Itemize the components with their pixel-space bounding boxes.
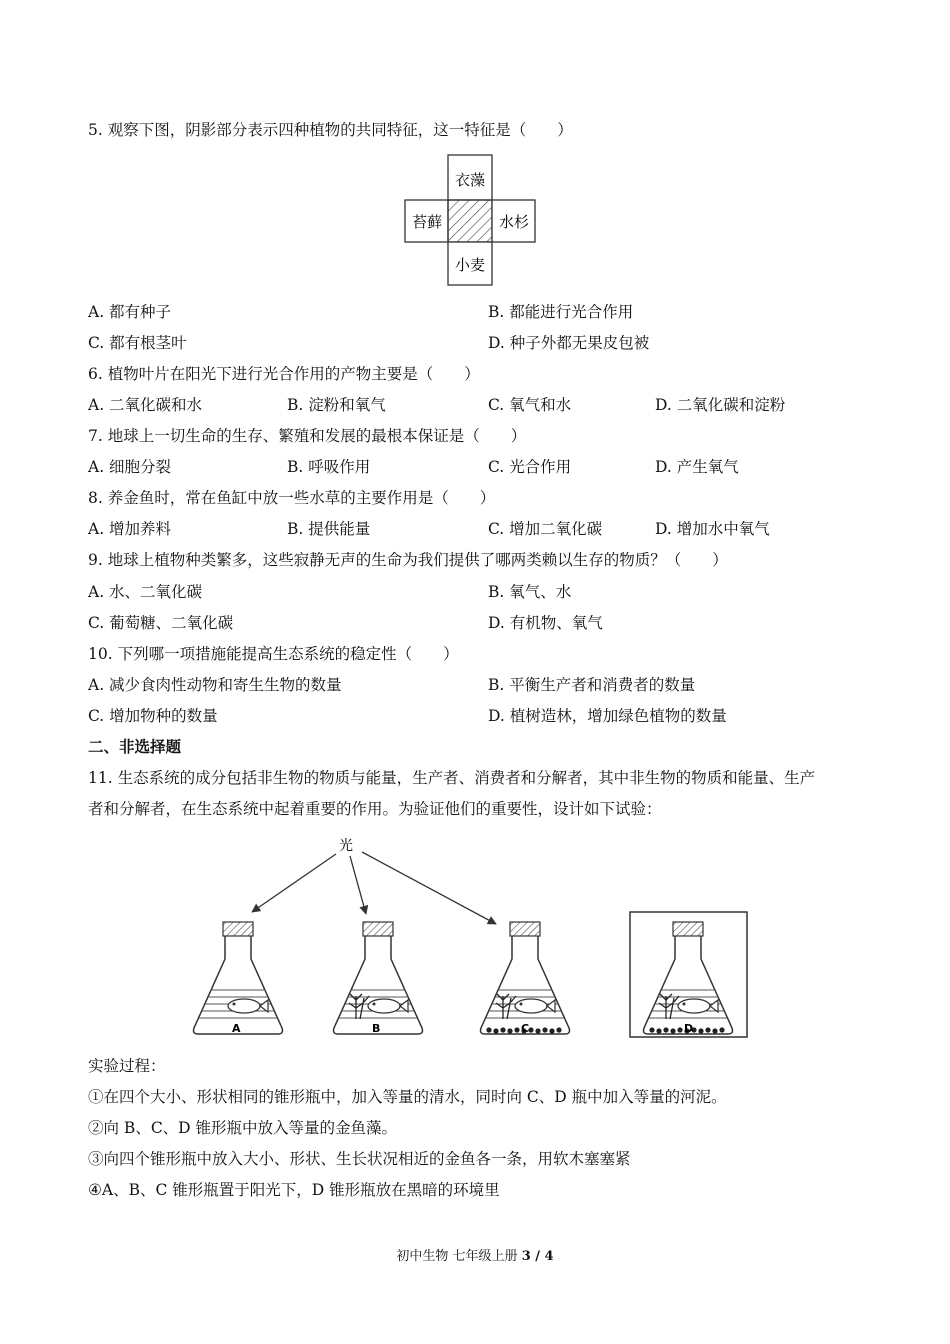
step-4: ④A、B、C 锥形瓶置于阳光下，D 锥形瓶放在黑暗的环境里 [88, 1181, 500, 1199]
footer-text: 初中生物 七年级上册 [396, 1249, 522, 1264]
q5-option-b: B. 都能进行光合作用 [488, 303, 634, 321]
q6-option-d: D. 二氧化碳和淀粉 [655, 396, 786, 414]
flask-a [194, 922, 283, 1034]
q8-stem: 8. 养金鱼时，常在鱼缸中放一些水草的主要作用是（ ） [88, 489, 496, 507]
flask-b [334, 922, 423, 1034]
q5-figure [400, 150, 540, 290]
q5-stem: 5. 观察下图，阴影部分表示四种植物的共同特征，这一特征是（ ） [88, 121, 573, 139]
q11-stem-line2: 者和分解者，在生态系统中起着重要的作用。为验证他们的重要性，设计如下试验： [88, 800, 662, 818]
q7-option-b: B. 呼吸作用 [287, 458, 371, 476]
page-number: 3 / 4 [521, 1249, 554, 1264]
process-title: 实验过程： [88, 1057, 166, 1075]
q5-option-d: D. 种子外都无果皮包被 [488, 334, 650, 352]
step-1: ①在四个大小、形状相同的锥形瓶中，加入等量的清水，同时向 C、D 瓶中加入等量的河泥。 [88, 1088, 727, 1106]
q6-option-c: C. 氧气和水 [488, 396, 572, 414]
q7-option-a: A. 细胞分裂 [88, 458, 172, 476]
q11-experiment-figure [190, 828, 760, 1048]
section-heading: 二、非选择题 [88, 738, 182, 756]
q6-option-a: A. 二氧化碳和水 [88, 396, 203, 414]
q10-option-b: B. 平衡生产者和消费者的数量 [488, 676, 696, 694]
light-label: 光 [339, 838, 353, 854]
q8-option-c: C. 增加二氧化碳 [488, 520, 603, 538]
q7-option-d: D. 产生氧气 [655, 458, 739, 476]
q7-option-c: C. 光合作用 [488, 458, 572, 476]
q9-option-d: D. 有机物、氧气 [488, 614, 603, 632]
q9-stem: 9. 地球上植物种类繁多，这些寂静无声的生命为我们提供了哪两类赖以生存的物质？（ ） [88, 551, 728, 569]
q8-option-b: B. 提供能量 [287, 520, 371, 538]
fig-label-bottom: 小麦 [454, 256, 486, 274]
q6-stem: 6. 植物叶片在阳光下进行光合作用的产物主要是（ ） [88, 365, 480, 383]
fig-label-top: 衣藻 [454, 171, 486, 189]
q10-option-d: D. 植树造林，增加绿色植物的数量 [488, 707, 727, 725]
q7-stem: 7. 地球上一切生命的生存、繁殖和发展的最根本保证是（ ） [88, 427, 527, 445]
page-footer [0, 1245, 950, 1264]
fig-label-left: 苔藓 [411, 213, 443, 231]
q9-option-c: C. 葡萄糖、二氧化碳 [88, 614, 234, 632]
step-3: ③向四个锥形瓶中放入大小、形状、生长状况相近的金鱼各一条，用软木塞塞紧 [88, 1150, 631, 1168]
q8-option-d: D. 增加水中氧气 [655, 520, 770, 538]
q10-stem: 10. 下列哪一项措施能提高生态系统的稳定性（ ） [88, 645, 459, 663]
flask-d [644, 922, 733, 1034]
q11-stem-line1: 11. 生态系统的成分包括非生物的物质与能量，生产者、消费者和分解者，其中非生物的物质和能量、生产 [88, 769, 816, 787]
q6-option-b: B. 淀粉和氧气 [287, 396, 386, 414]
flask-label-a: A [232, 1022, 241, 1035]
q9-option-b: B. 氧气、水 [488, 583, 572, 601]
q10-option-a: A. 减少食肉性动物和寄生生物的数量 [88, 676, 342, 694]
fig-label-right: 水杉 [498, 213, 530, 231]
flask-label-d: D [684, 1022, 694, 1035]
q8-option-a: A. 增加养料 [88, 520, 172, 538]
q10-option-c: C. 增加物种的数量 [88, 707, 218, 725]
q5-option-a: A. 都有种子 [88, 303, 172, 321]
flask-c [481, 922, 570, 1034]
flask-label-b: B [372, 1022, 381, 1035]
flask-label-c: C [521, 1022, 530, 1035]
q5-option-c: C. 都有根茎叶 [88, 334, 187, 352]
step-2: ②向 B、C、D 锥形瓶中放入等量的金鱼藻。 [88, 1119, 398, 1137]
q9-option-a: A. 水、二氧化碳 [88, 583, 203, 601]
